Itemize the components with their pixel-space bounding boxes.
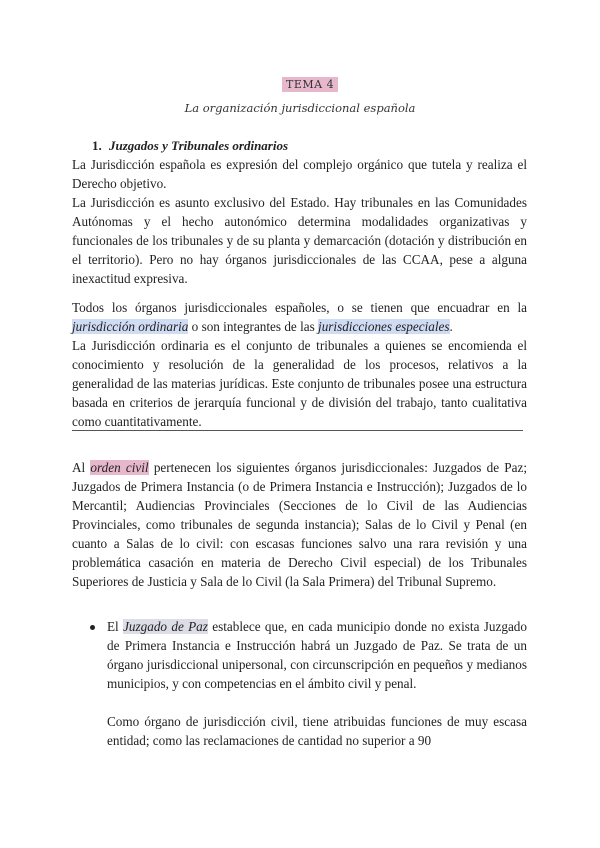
paragraph-3 [72, 298, 527, 336]
bullet-paragraph-2: Como órgano de jurisdicción civil, tiene atribuidas funciones de muy escasa entidad; como las reclamaciones de cantidad no superior a 90 [107, 714, 527, 748]
bullet-text-b: establece que, en cada municipio donde no exista Juzgado de Primera Instancia e Instrucción habrá un Juzgado de Paz. Se trata de un órgano jurisdiccional unipersonal, con circunscripción en pequeños y medianos municipios, y con competencias en el ámbito civil y penal. [107, 619, 527, 691]
paragraph-orden-civil-text-b: pertenecen los siguientes órganos jurisdiccionales: Juzgados de Paz; Juzgados de Primera Instancia (o de Primera Instancia e Instrucción); Juzgados de lo Mercantil; Audiencias Provinciales (Secciones de lo Civil de las Audiencias Provinciales, como tribunales de segunda instancia); Salas de lo Civil y Penal (en cuanto a Salas de lo civil: con escasas funciones salvo una rara revisión y una problemática casación en materia de Derecho Civil especial) de los Tribunales Superiores de Justicia y Sala de lo Civil (la Sala Primera) del Tribunal Supremo. [72, 460, 527, 589]
horizontal-divider [72, 430, 523, 431]
highlight-jurisdicciones-especiales: jurisdicciones especiales [318, 319, 450, 334]
highlight-orden-civil: orden civil [90, 460, 149, 475]
section-heading [92, 138, 288, 154]
paragraph-4: La Jurisdicción ordinaria es el conjunto de tribunales a quienes se encomienda el conocimiento y resolución de la generalidad de los procesos, relativos a la generalidad de las materias jurídicas. Este conjunto de tribunales posee una estructura basada en criterios de jerarquía funcional y de división del trabajo, tanto cualitativa como cuantitativamente. [72, 338, 527, 429]
document-subtitle: La organización jurisdiccional española [184, 101, 416, 115]
section-number: 1. [92, 138, 102, 153]
paragraph-3-text-a: Todos los órganos jurisdiccionales españoles, o se tienen que encuadrar en la [72, 300, 527, 315]
paragraph-3-text-c: . [449, 319, 453, 334]
paragraph-orden-civil-text-a: Al [72, 460, 91, 475]
paragraph-orden-civil [72, 458, 527, 591]
section-heading-text: Juzgados y Tribunales ordinarios [109, 138, 289, 153]
paragraph-1: La Jurisdicción española es expresión del complejo orgánico que tutela y realiza el Derecho objetivo. [72, 157, 527, 191]
paragraph-2: La Jurisdicción es asunto exclusivo del Estado. Hay tribunales en las Comunidades Autónomas y el hecho autonómico determina modalidades organizativas y funcionales de los tribunales y de su planta y demarcación (dotación y distribución en el territorio). Pero no hay órganos jurisdiccionales de las CCAA, pese a alguna inexactitud expresiva. [72, 195, 527, 286]
highlight-jurisdiccion-ordinaria: jurisdicción ordinaria [72, 319, 189, 334]
bullet-text-a: El [107, 619, 124, 634]
paragraph-3-text-b: o son integrantes de las [188, 319, 319, 334]
bullet-juzgado-de-paz [107, 617, 527, 693]
highlight-juzgado-de-paz: Juzgado de Paz [123, 619, 208, 634]
bullet-icon [90, 625, 95, 630]
tema-label: TEMA 4 [282, 77, 338, 92]
